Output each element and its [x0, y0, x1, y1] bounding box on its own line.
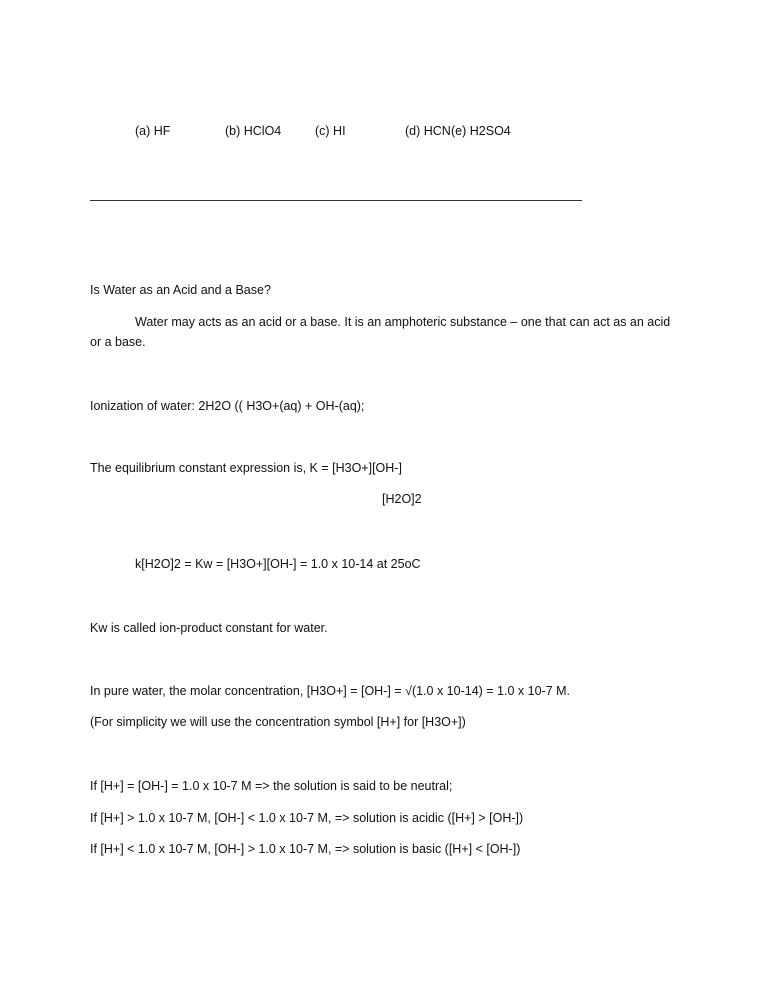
- choice-d: (d) HCN: [405, 124, 451, 138]
- equilibrium-expression: The equilibrium constant expression is, K = [H3O+][OH-]: [90, 461, 402, 475]
- kw-equation: k[H2O]2 = Kw = [H3O+][OH-] = 1.0 x 10-14 at 25oC: [135, 557, 421, 571]
- choice-a: (a) HF: [135, 124, 171, 138]
- choice-c: (c) HI: [315, 124, 346, 138]
- equilibrium-denominator: [H2O]2: [382, 492, 422, 506]
- intro-line-1: Water may acts as an acid or a base. It is an amphoteric substance – one that can act as an acid: [135, 315, 671, 329]
- section-heading: Is Water as an Acid and a Base?: [90, 283, 271, 297]
- simplicity-note: (For simplicity we will use the concentration symbol [H+] for [H3O+]): [90, 715, 466, 729]
- intro-line-2: or a base.: [90, 335, 146, 349]
- choice-b: (b) HClO4: [225, 124, 282, 138]
- ionization-equation: Ionization of water: 2H2O (( H3O+(aq) + OH-(aq);: [90, 399, 365, 413]
- condition-basic: If [H+] < 1.0 x 10-7 M, [OH-] > 1.0 x 10-7 M, => solution is basic ([H+] < [OH-]): [90, 842, 521, 856]
- condition-neutral: If [H+] = [OH-] = 1.0 x 10-7 M => the solution is said to be neutral;: [90, 779, 453, 793]
- choice-e: (e) H2SO4: [451, 124, 511, 138]
- condition-acidic: If [H+] > 1.0 x 10-7 M, [OH-] < 1.0 x 10-7 M, => solution is acidic ([H+] > [OH-]): [90, 811, 524, 825]
- pure-water-concentration: In pure water, the molar concentration, [H3O+] = [OH-] = √(1.0 x 10-14) = 1.0 x 10-7 M.: [90, 684, 571, 698]
- kw-definition: Kw is called ion-product constant for water.: [90, 621, 328, 635]
- separator-line: [90, 200, 582, 201]
